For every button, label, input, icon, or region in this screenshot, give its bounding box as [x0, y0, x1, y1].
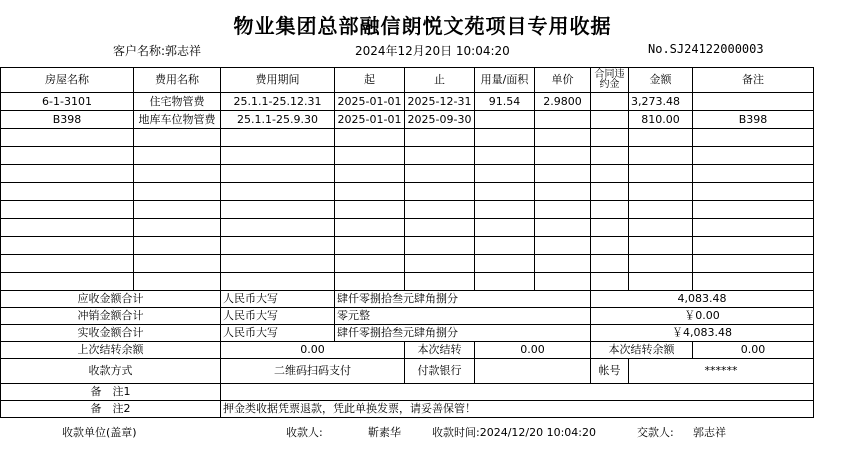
- cell-house: B398: [1, 111, 134, 129]
- cell-amount: 3,273.48: [629, 93, 693, 111]
- header-penalty: 合同违约金: [591, 68, 629, 93]
- offset-rmb-label: 人民币大写: [221, 308, 335, 325]
- prev-balance-label: 上次结转余额: [1, 342, 221, 359]
- header-amount: 金额: [629, 68, 693, 93]
- note2-value: 押金类收据凭票退款，凭此单换发票，请妥善保管！: [221, 401, 814, 418]
- receivable-amount: 4,083.48: [591, 291, 814, 308]
- empty-row: [1, 201, 814, 219]
- empty-row: [1, 165, 814, 183]
- receipt-datetime: 2024年12月20日 10:04:20: [355, 44, 510, 58]
- customer-name: 客户名称:郭志祥: [113, 44, 202, 58]
- offset-words: 零元整: [335, 308, 591, 325]
- cell-remark: [693, 93, 814, 111]
- note1-row: [1, 384, 814, 401]
- header-remark: 备注: [693, 68, 814, 93]
- empty-row: [1, 129, 814, 147]
- cell-penalty: [591, 111, 629, 129]
- cell-usage: [475, 111, 535, 129]
- offset-amount: ￥0.00: [591, 308, 814, 325]
- this-carry-value: 0.00: [475, 342, 591, 359]
- this-balance-value: 0.00: [693, 342, 814, 359]
- pay-bank-label: 付款银行: [405, 359, 475, 384]
- cell-start: 2025-01-01: [335, 93, 405, 111]
- note2-label: 备 注2: [1, 401, 221, 418]
- pay-method-label: 收款方式: [1, 359, 221, 384]
- receivable-row: [1, 291, 814, 308]
- header-usage: 用量/面积: [475, 68, 535, 93]
- cell-end: 2025-12-31: [405, 93, 475, 111]
- actual-words: 肆仟零捌拾叁元肆角捌分: [335, 325, 591, 342]
- footer-payer-label: 交款人:: [637, 426, 674, 439]
- empty-row: [1, 255, 814, 273]
- empty-row: [1, 273, 814, 291]
- account-label: 帐号: [591, 359, 629, 384]
- actual-row: [1, 325, 814, 342]
- cell-fee-name: 地库车位物管费: [134, 111, 221, 129]
- receivable-label: 应收金额合计: [1, 291, 221, 308]
- footer-payer: 郭志祥: [693, 426, 726, 439]
- receipt-title: 物业集团总部融信朗悦文苑项目专用收据: [233, 14, 612, 38]
- note1-value: [221, 384, 814, 401]
- receipt-table: [0, 67, 814, 418]
- header-fee-name: 费用名称: [134, 68, 221, 93]
- empty-row: [1, 147, 814, 165]
- receipt-number: No.SJ24122000003: [648, 42, 764, 56]
- payment-row: [1, 359, 814, 384]
- note1-label: 备 注1: [1, 384, 221, 401]
- cell-unit-price: 2.9800: [535, 93, 591, 111]
- balance-row: [1, 342, 814, 359]
- offset-label: 冲销金额合计: [1, 308, 221, 325]
- cell-end: 2025-09-30: [405, 111, 475, 129]
- cell-remark: B398: [693, 111, 814, 129]
- header-period: 费用期间: [221, 68, 335, 93]
- empty-row: [1, 183, 814, 201]
- table-row: [1, 93, 814, 111]
- cell-fee-name: 住宅物管费: [134, 93, 221, 111]
- header-end: 止: [405, 68, 475, 93]
- cell-usage: 91.54: [475, 93, 535, 111]
- this-carry-label: 本次结转: [405, 342, 475, 359]
- offset-row: [1, 308, 814, 325]
- receivable-words: 肆仟零捌拾叁元肆角捌分: [335, 291, 591, 308]
- cell-start: 2025-01-01: [335, 111, 405, 129]
- cell-penalty: [591, 93, 629, 111]
- account-value: ******: [629, 359, 814, 384]
- actual-amount: ￥4,083.48: [591, 325, 814, 342]
- pay-bank-value: [475, 359, 591, 384]
- receivable-rmb-label: 人民币大写: [221, 291, 335, 308]
- actual-label: 实收金额合计: [1, 325, 221, 342]
- empty-row: [1, 219, 814, 237]
- footer-time: 收款时间:2024/12/20 10:04:20: [432, 426, 597, 439]
- cell-period: 25.1.1-25.12.31: [221, 93, 335, 111]
- note2-row: [1, 401, 814, 418]
- header-house: 房屋名称: [1, 68, 134, 93]
- table-header-row: [1, 68, 814, 93]
- prev-balance-value: 0.00: [221, 342, 405, 359]
- footer-payee-label: 收款人:: [286, 426, 323, 439]
- header-unit-price: 单价: [535, 68, 591, 93]
- cell-house: 6-1-3101: [1, 93, 134, 111]
- this-balance-label: 本次结转余额: [591, 342, 693, 359]
- table-row: [1, 111, 814, 129]
- actual-rmb-label: 人民币大写: [221, 325, 335, 342]
- cell-unit-price: [535, 111, 591, 129]
- empty-row: [1, 237, 814, 255]
- pay-method-value: 二维码扫码支付: [221, 359, 405, 384]
- cell-period: 25.1.1-25.9.30: [221, 111, 335, 129]
- cell-amount: 810.00: [629, 111, 693, 129]
- footer-unit-label: 收款单位(盖章): [62, 426, 137, 439]
- header-start: 起: [335, 68, 405, 93]
- footer-payee: 靳素华: [368, 426, 401, 439]
